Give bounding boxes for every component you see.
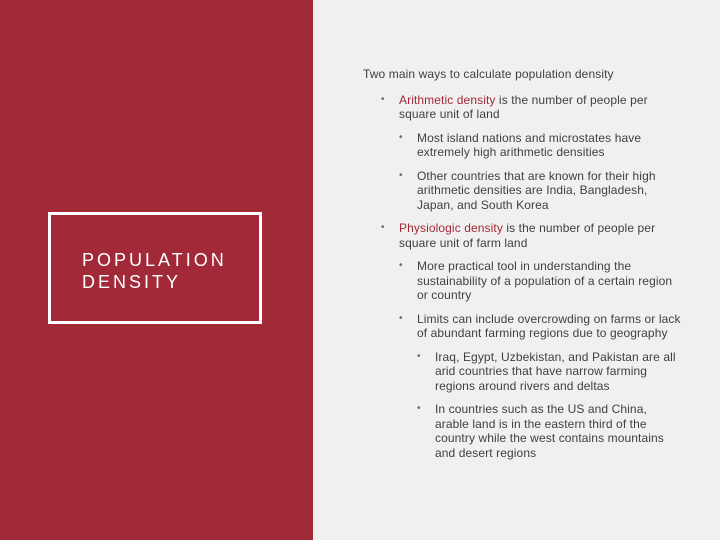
- bullet-icon: •: [399, 169, 403, 181]
- bullet-icon: •: [399, 131, 403, 143]
- slide-title: POPULATION DENSITY: [82, 250, 227, 292]
- main-bullet-list: [381, 93, 683, 461]
- physiologic-density-item: [381, 221, 683, 460]
- bullet-icon: •: [399, 260, 403, 271]
- list-item: [399, 259, 683, 303]
- list-item-text: Other countries that are known for their high arithmetic densities are India, Bangladesh, Japan, and South Korea: [417, 168, 656, 212]
- content-body: [363, 67, 683, 469]
- arithmetic-density-term: Arithmetic density: [399, 92, 496, 107]
- physiologic-density-definition: is the number of people per square unit of farm land: [399, 221, 656, 250]
- physiologic-density-term: Physiologic density: [399, 221, 503, 235]
- bullet-icon: •: [381, 93, 385, 105]
- list-item: [417, 402, 683, 460]
- list-item-text: Limits can include overcrowding on farms or lack of abundant farming regions due to geography: [417, 311, 681, 340]
- list-item-text: Most island nations and microstates have extremely high arithmetic densities: [417, 130, 642, 159]
- arithmetic-density-item: [381, 93, 683, 213]
- list-item: [399, 169, 683, 213]
- list-item: [417, 350, 683, 394]
- list-item: [399, 131, 683, 160]
- bullet-icon: •: [417, 403, 421, 414]
- list-item-text: More practical tool in understanding the sustainability of a population of a certain region or country: [417, 259, 673, 302]
- bullet-icon: •: [381, 222, 385, 233]
- bullet-icon: •: [399, 312, 403, 324]
- list-item-text: Iraq, Egypt, Uzbekistan, and Pakistan are all arid countries that have narrow farming regions around rivers and deltas: [435, 349, 676, 393]
- list-item-text: In countries such as the US and China, arable land is in the eastern third of the country while the west contains mountains and desert regions: [435, 402, 664, 460]
- content-heading: Two main ways to calculate population density: [363, 67, 614, 81]
- arithmetic-density-definition: is the number of people per square unit of land: [399, 92, 648, 121]
- list-item: [399, 312, 683, 461]
- limits-sub-list: [417, 350, 683, 461]
- bullet-icon: •: [417, 350, 421, 362]
- physiologic-sub-list: [399, 259, 683, 460]
- arithmetic-sub-list: [399, 131, 683, 213]
